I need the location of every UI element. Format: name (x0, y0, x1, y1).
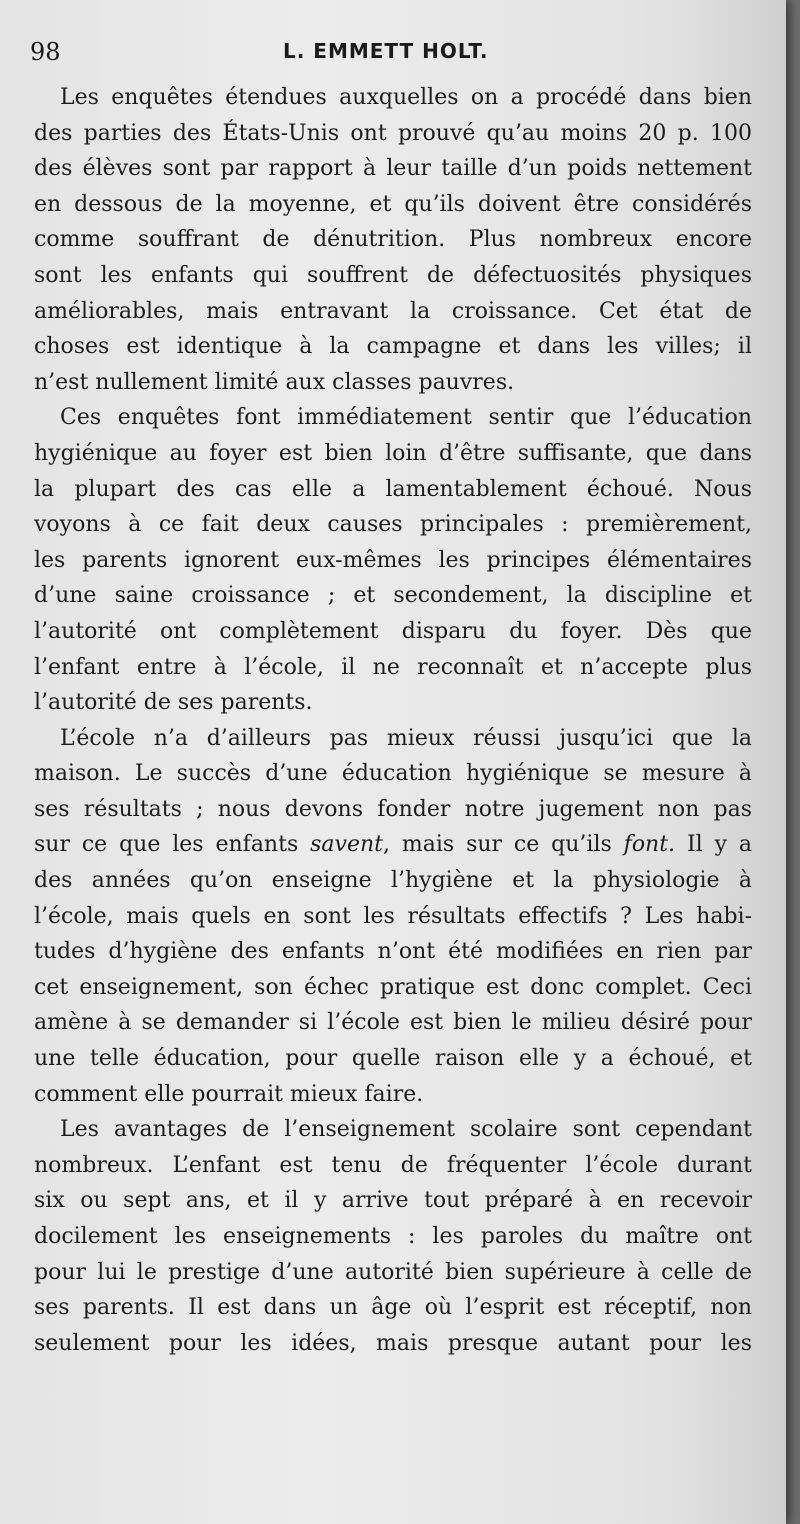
text-line: comment elle pourrait mieux faire. (34, 1081, 424, 1107)
text-line: améliorables, mais entravant la croissance. Cet état de (34, 298, 752, 324)
text-line: ses parents. Il est dans un âge où l’esprit est réceptif, non (34, 1295, 752, 1321)
text-line: docilement les enseignements : les paroles du maître ont (34, 1224, 752, 1249)
text-line: cet enseignement, son échec pratique est donc complet. Ceci (34, 974, 752, 1000)
page-header (30, 38, 750, 78)
text-line: choses est identique à la campagne et dans les villes; il (34, 334, 752, 360)
text-line: une telle éducation, pour quelle raison elle y a échoué, et (34, 1046, 752, 1072)
text-line: sont les enfants qui souffrent de défectuosités physiques (34, 262, 752, 288)
text-line: l’autorité de ses parents. (34, 690, 313, 716)
text-line: seulement pour les idées, mais presque autant pour les (34, 1330, 752, 1356)
text-line: l’école, mais quels en sont les résultats effectifs ? Les habi- (34, 903, 752, 929)
text-line: l’enfant entre à l’école, il ne reconnaît et n’accepte plus (34, 654, 752, 680)
italic-word: savent (310, 832, 383, 858)
text-line: nombreux. L’enfant est tenu de fréquenter l’école durant (34, 1152, 752, 1178)
text-line: L’école n’a d’ailleurs pas mieux réussi jusqu’ici que la (60, 725, 752, 751)
text-line: des élèves sont par rapport à leur taille d’un poids nettement (34, 156, 752, 182)
text-line: Ces enquêtes font immédiatement sentir que l’éducation (60, 405, 752, 431)
text-line: sur ce que les enfants savent, mais sur ce qu’ils font. Il y a (34, 832, 752, 858)
text-line: six ou sept ans, et il y arrive tout préparé à en recevoir (34, 1188, 752, 1214)
body-text (34, 80, 752, 1361)
text-line: amène à se demander si l’école est bien le milieu désiré pour (34, 1010, 752, 1036)
paragraph-2 (34, 400, 752, 720)
text-line: hygiénique au foyer est bien loin d’être suffisante, que dans (34, 440, 752, 466)
text-line: ses résultats ; nous devons fonder notre jugement non pas (34, 796, 752, 822)
page-number: 98 (30, 38, 61, 66)
text-line: des parties des États-Unis ont prouvé qu’au moins 20 p. 100 (34, 120, 752, 146)
text-line: tudes d’hygiène des enfants n’ont été modifiées en rien par (34, 939, 752, 965)
text-line: comme souffrant de dénutrition. Plus nombreux encore (34, 227, 752, 253)
text-line: n’est nullement limité aux classes pauvres. (34, 369, 515, 395)
paragraph-1 (34, 80, 752, 400)
text-line: maison. Le succès d’une éducation hygiénique se mesure à (34, 761, 752, 787)
text-line: des années qu’on enseigne l’hygiène et la physiologie à (34, 868, 752, 894)
text-line: Les enquêtes étendues auxquelles on a procédé dans bien (60, 85, 752, 110)
text-line: pour lui le prestige d’une autorité bien supérieure à celle de (34, 1259, 752, 1285)
text-line: voyons à ce fait deux causes principales : premièrement, (34, 512, 752, 538)
text-line: l’autorité ont complètement disparu du foyer. Dès que (34, 618, 752, 644)
italic-word: font. (623, 832, 676, 858)
text-line: en dessous de la moyenne, et qu’ils doivent être considérés (34, 191, 752, 217)
running-head: L. EMMETT HOLT. (283, 39, 489, 63)
text-line: les parents ignorent eux-mêmes les principes élémentaires (34, 547, 752, 573)
text-line: la plupart des cas elle a lamentablement échoué. Nous (34, 476, 752, 502)
paragraph-3 (34, 721, 752, 1113)
text-line: d’une saine croissance ; et secondement, la discipline et (34, 583, 752, 609)
text-line: Les avantages de l’enseignement scolaire sont cependant (60, 1117, 752, 1143)
paragraph-4 (34, 1112, 752, 1361)
